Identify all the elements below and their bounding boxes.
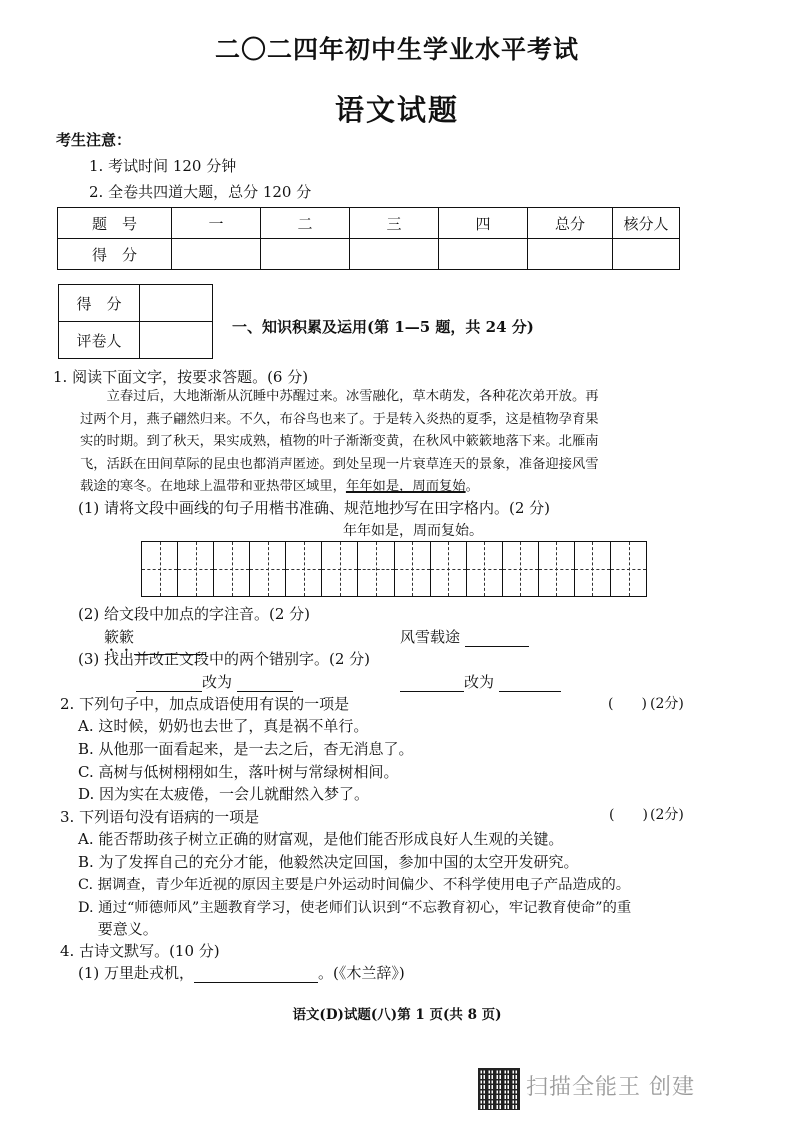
q4-sub1-blank[interactable] (194, 966, 318, 983)
tianzige-grid[interactable] (141, 541, 647, 597)
score-table-header: 题 号 (58, 208, 172, 239)
pinyin-blank-2[interactable] (465, 630, 529, 647)
q4-stem: 4. 古诗文默写。(10 分) (60, 942, 220, 960)
q2-stem: 2. 下列句子中，加点成语使用有误的一项是 (60, 695, 350, 713)
wrong-char-blank-1[interactable] (136, 675, 202, 692)
wrong-char-blank-2[interactable] (400, 675, 464, 692)
exam-title: 二〇二四年初中生学业水平考试 (214, 35, 579, 64)
correct-char-blank-1[interactable] (237, 675, 293, 692)
q4-sub1-end: 。(《木兰辞》) (318, 964, 405, 982)
grid-cell[interactable] (322, 542, 358, 596)
grid-cell[interactable] (503, 542, 539, 596)
grader-box (58, 284, 213, 359)
score-table (57, 207, 680, 270)
grid-cell[interactable] (395, 542, 431, 596)
grader-name-label: 评卷人 (59, 322, 140, 359)
page-footer: 语文(D)试题(八)第 1 页(共 8 页) (292, 1007, 502, 1023)
qr-code-icon (478, 1068, 520, 1110)
pinyin-word-2: 风雪载途 (400, 628, 461, 646)
passage-line: 立春过后，大地渐渐从沉睡中苏醒过来。冰雪融化，草木萌发，各种花次弟开放。再 (80, 389, 599, 404)
q1-sub1: (1) 请将文段中画线的句子用楷书准确、规范地抄写在田字格内。(2 分) (78, 499, 551, 517)
q4-sub1-start: (1) 万里赴戎机， (78, 964, 195, 982)
q1-sub3: (3) 找出并改正文段中的两个错别字。(2 分) (78, 650, 371, 668)
grid-cell[interactable] (575, 542, 611, 596)
section-heading: 一、知识积累及运用(第 1—5 题，共 24 分) (232, 318, 534, 336)
passage-line: 过两个月，燕子翩然归来。不久，布谷鸟也来了。于是转入炎热的夏季，这是植物孕育果 (80, 411, 599, 427)
q3-option-d: D. 通过“师德师风”主题教育学习，使老师们认识到“不忘教育初心，牢记教育使命”的重 (78, 900, 632, 916)
pinyin-word-1: 簌簌 (104, 628, 135, 646)
notice-heading: 考生注意： (56, 131, 132, 149)
correct-char-blank-2[interactable] (499, 675, 561, 692)
grid-cell[interactable] (178, 542, 214, 596)
score-cell[interactable] (350, 239, 439, 270)
grader-name-cell[interactable] (140, 322, 213, 359)
q2-option-b: B. 从他那一面看起来，是一去之后，杳无消息了。 (78, 740, 414, 758)
q3-option-b: B. 为了发挥自己的充分才能，他毅然决定回国，参加中国的太空开发研究。 (78, 853, 579, 871)
score-cell[interactable] (172, 239, 261, 270)
score-cell[interactable] (613, 239, 680, 270)
subject-title: 语文试题 (334, 93, 459, 127)
score-table-header: 一 (172, 208, 261, 239)
passage-line: 载途的寒冬。在地球上温带和亚热带区域里， (80, 479, 346, 495)
grid-cell[interactable] (142, 542, 178, 596)
grid-cell[interactable] (539, 542, 575, 596)
grid-cell[interactable] (286, 542, 322, 596)
score-row-label: 得 分 (58, 239, 172, 270)
q1-sub2: (2) 给文段中加点的字注音。(2 分) (78, 605, 311, 623)
gai-wei-label: 改为 (464, 673, 495, 691)
scanner-watermark: 扫描全能王 创建 (526, 1075, 695, 1100)
score-table-header: 三 (350, 208, 439, 239)
passage-line: 飞，活跃在田间草际的昆虫也都消声匿迹。到处呈现一片衰草连天的景象，准备迎接风雪 (80, 456, 599, 472)
notice-item-1: 1. 考试时间 120 分钟 (89, 157, 237, 175)
grid-cell[interactable] (214, 542, 250, 596)
q1-passage (80, 386, 690, 499)
score-cell[interactable] (439, 239, 528, 270)
grid-cell[interactable] (250, 542, 286, 596)
q3-option-d-cont: 要意义。 (78, 920, 158, 938)
score-table-header: 总分 (528, 208, 613, 239)
q3-stem: 3. 下列语句没有语病的一项是 (60, 808, 260, 826)
grid-cell[interactable] (467, 542, 503, 596)
q3-points: (2分) (650, 807, 684, 823)
grader-score-label: 得 分 (59, 285, 140, 322)
underlined-sentence: 年年如是，周而复始 (345, 479, 466, 495)
q2-option-c: C. 高树与低树栩栩如生，落叶树与常绿树相间。 (78, 763, 399, 781)
score-cell[interactable] (261, 239, 350, 270)
score-table-header: 核分人 (613, 208, 680, 239)
passage-line: 实的时期。到了秋天，果实成熟，植物的叶子渐渐变黄，在秋风中簌簌地落下来。北雁南 (80, 434, 599, 450)
q3-option-a: A. 能否帮助孩子树立正确的财富观，是他们能否形成良好人生观的关键。 (78, 830, 564, 848)
score-table-header: 二 (261, 208, 350, 239)
q2-answer-bracket[interactable]: ( ) (608, 696, 647, 712)
q3-option-c: C. 据调查，青少年近视的原因主要是户外运动时间偏少、不科学使用电子产品造成的。 (78, 877, 631, 893)
q2-option-d: D. 因为实在太疲倦，一会儿就酣然入梦了。 (78, 785, 370, 803)
score-table-header: 四 (439, 208, 528, 239)
grid-cell[interactable] (358, 542, 394, 596)
grader-score-cell[interactable] (140, 285, 213, 322)
gai-wei-label: 改为 (202, 673, 233, 691)
notice-item-2: 2. 全卷共四道大题，总分 120 分 (89, 183, 312, 201)
q1-sub1-hint: 年年如是，周而复始。 (343, 523, 483, 539)
score-cell[interactable] (528, 239, 613, 270)
grid-cell[interactable] (431, 542, 467, 596)
q1-stem: 1. 阅读下面文字，按要求答题。(6 分) (53, 368, 309, 386)
passage-end-mark: 。 (465, 479, 479, 495)
grid-cell[interactable] (611, 542, 646, 596)
q3-answer-bracket[interactable]: ( ) (609, 807, 648, 823)
q2-points: (2分) (650, 696, 684, 712)
q2-option-a: A. 这时候，奶奶也去世了，真是祸不单行。 (78, 717, 369, 735)
